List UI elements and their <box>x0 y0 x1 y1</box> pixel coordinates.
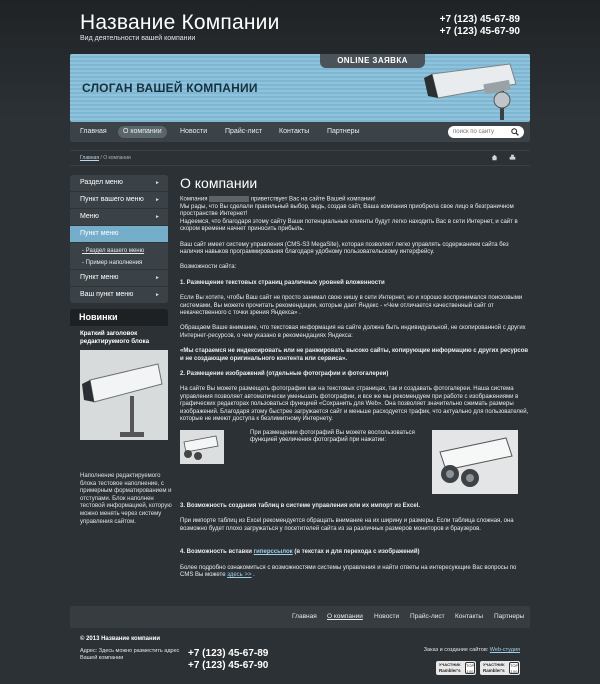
thumbnail-image[interactable] <box>180 430 224 464</box>
main-content-lower <box>180 503 530 579</box>
footer-phone-1: +7 (123) 45-67-89 <box>188 648 269 659</box>
footer-credit <box>424 647 520 653</box>
cms-paragraph: Ваш сайт имеет систему управления (CMS-S3 MegaSite), которая позволяет легко управлять содержанием сайта без наличия навыков программирования благодаря удобному пользовательскому интерфейсу. <box>180 241 509 256</box>
badge-line-1: УЧАСТНИК <box>439 662 461 667</box>
redacted-name <box>209 196 249 202</box>
intro-line-3: Надеемся, что благодаря этому сайту Ваши потенциальные клиенты будут легко находить Вас в сети Интернет, и сайт в скором времени начнет приносить прибыль. <box>180 218 518 233</box>
arrow-right-icon: ► <box>155 214 160 220</box>
online-request-button[interactable]: ONLINE ЗАЯВКА <box>320 54 425 68</box>
footer-nav <box>70 606 530 628</box>
security-camera-image <box>424 60 528 120</box>
sidebar-item[interactable] <box>70 192 168 209</box>
feature-heading-4-end: (в текстах и для перехода с изображений) <box>294 549 420 556</box>
print-icon[interactable] <box>509 154 516 161</box>
footer-nav-partners[interactable]: Партнеры <box>494 613 525 620</box>
footer-credit-text: Заказ и создание сайтов: <box>423 647 489 653</box>
sidebar-item-label: Пункт меню <box>80 230 119 237</box>
feature-heading-3: 3. Возможность создания таблиц в системе управления или их импорт из Excel. <box>180 503 420 509</box>
feature-paragraph-4: При импорте таблиц из Excel рекомендуется обращать внимание на их ширину и размеры. Если таблица сложная, она возможно будет плохо загружаться у посетителей сайта из за различных размеров мониторов и браузеров. <box>180 518 514 532</box>
header-phone-1: +7 (123) 45-67-89 <box>439 14 520 25</box>
company-name[interactable]: Название Компании <box>80 11 280 34</box>
hyperlinks-link[interactable]: гиперссылок <box>253 549 293 556</box>
rambler-top100-badge[interactable] <box>480 661 520 675</box>
sidebar-item-label: Пункт меню <box>80 274 119 281</box>
feature-heading-2: 2. Размещение изображений (отдельные фотографии и фотогалереи) <box>180 371 389 378</box>
footer-phone-2: +7 (123) 45-67-90 <box>188 660 269 671</box>
copyright: © 2013 Название компании <box>80 636 161 642</box>
breadcrumb-current: О компании <box>103 155 131 161</box>
nav-news[interactable]: Новости <box>180 128 208 135</box>
arrow-right-icon: ► <box>155 292 160 298</box>
feature-paragraph-1: Если Вы хотите, чтобы Ваш сайт не просто занимал свою нишу в сети Интернет, но и хорошо воспринимался поисковыми системами, Вы можете прочитать рекомендации, которые дает Яндекс - «Чем отличается качественный сайт от некачественного с точки зрения Яндекса» . <box>180 295 523 317</box>
intro-line-2: Мы рады, что Вы сделали правильный выбор, ведь, создав сайт, Ваша компания приобрела свое лицо в безграничном пространстве Интернет! <box>180 203 514 218</box>
rambler-top100-badge[interactable] <box>436 661 476 675</box>
main-nav <box>70 122 530 142</box>
feature-heading-1: 1. Размещение текстовых страниц различных уровней вложенности <box>180 279 385 286</box>
more-info-paragraph: Более подробно ознакомиться с возможностями системы управления и найти ответы на интересующие Вас вопросы по CMS Вы можете здесь >> . <box>180 564 517 579</box>
breadcrumb-home[interactable]: Главная <box>80 155 100 161</box>
features-intro: Возможности сайта: <box>180 264 237 271</box>
sidebar-item-label: Раздел меню <box>80 179 123 186</box>
badge-line-1: УЧАСТНИК <box>483 662 505 667</box>
header-phones <box>440 14 520 38</box>
sidebar-item-label: Пункт вашего меню <box>80 196 144 203</box>
badge-top-label: TOP 100 <box>466 663 475 674</box>
breadcrumb <box>80 155 131 161</box>
sidebar-item[interactable] <box>70 270 168 287</box>
footer-nav-about[interactable]: О компании <box>327 613 363 620</box>
intro-greeting: приветствует Вас на сайте Вашей компании! <box>250 196 376 203</box>
intro-company-word: Компания <box>180 196 208 203</box>
main-content <box>180 196 530 424</box>
footer-nav-news[interactable]: Новости <box>374 613 400 620</box>
intro-paragraph <box>180 196 530 234</box>
nav-price[interactable]: Прайс-лист <box>225 128 263 135</box>
nav-about[interactable]: О компании <box>118 126 167 138</box>
sidebar-item-label: Ваш пункт меню <box>80 291 134 298</box>
sidebar-item[interactable] <box>70 175 168 192</box>
company-slogan: СЛОГАН ВАШЕЙ КОМПАНИИ <box>82 81 258 95</box>
feature-paragraph-3: На сайте Вы можете размещать фотографии как на текстовых страницах, так и создавать фотогалереи. Наша система управления позволяет автоматически уменьшать фотографии, и все же мы рекомендуем при работе с изображениями в графических редакторах пользоваться функцией «Сохранить для Web». Она позволяет значительно сжимать размеры изображений. Благодаря этому быстрее загружается сайт и меньше расходуется трафик, что актуально для пользователей, которые не имеют доступа к безлимитному Интернету. <box>180 386 529 423</box>
sidebar-subitem[interactable]: - Раздел вашего меню <box>82 248 145 254</box>
breadcrumb-bar <box>70 150 530 166</box>
yandex-quote: «Мы стараемся не индексировать или не ранжировать высоко сайты, копирующие информацию с других ресурсов и не создающие оригинального контента или сервиса». <box>180 348 529 362</box>
news-text: Наполнение редактируемого блока тестовое наполнение, с примерным форматированием и отступами. Блок наполнен тестовой информацией, которую можно менять через систему управления сайтом. <box>80 473 172 525</box>
enlarged-image[interactable] <box>432 430 518 494</box>
feature-heading-4 <box>180 549 530 556</box>
feature-paragraph-2: Обращаем Ваше внимание, что текстовая информация на сайте должна быть индивидуальной, не скопированной с других Интернет-ресурсов, о чем указано в рекомендациях Яндекса: <box>180 325 526 339</box>
sidebar-item[interactable] <box>70 287 168 303</box>
footer-address <box>80 648 179 661</box>
badge-line-2: Rambler's <box>439 668 461 673</box>
sidebar-subitem[interactable]: - Пример наполнения <box>70 257 168 270</box>
nav-partners[interactable]: Партнеры <box>327 128 360 135</box>
arrow-right-icon: ► <box>155 197 160 203</box>
footer-nav-home[interactable]: Главная <box>292 613 317 620</box>
nav-home[interactable]: Главная <box>80 128 107 135</box>
sidebar-menu <box>70 175 168 303</box>
badge-line-2: Rambler's <box>483 668 505 673</box>
company-tagline: Вид деятельности вашей компании <box>80 35 196 42</box>
search-box <box>448 126 524 138</box>
footer-credit-link[interactable]: Web-студия <box>489 647 520 653</box>
more-info-link[interactable]: здесь >> <box>227 572 252 579</box>
photo-caption: При размещении фотографий Вы можете воспользоваться функцией увеличения фотографий при нажатии: <box>250 430 415 444</box>
more-info-text: Более подробно ознакомиться с возможностями системы управления и найти ответы на интересующие Вас вопросы по CMS Вы можете <box>180 564 517 579</box>
breadcrumb-separator: / <box>100 155 102 161</box>
search-input[interactable] <box>453 126 508 138</box>
arrow-right-icon: ► <box>155 275 160 281</box>
home-icon[interactable] <box>491 154 498 161</box>
news-headline[interactable]: Краткий заголовок редактируемого блока <box>80 330 150 345</box>
sidebar-item-label: Меню <box>80 213 99 220</box>
page-title: О компании <box>180 175 258 191</box>
search-icon[interactable] <box>511 128 519 136</box>
header-phone-2: +7 (123) 45-67-90 <box>439 26 520 37</box>
hero-banner <box>70 54 530 122</box>
nav-contacts[interactable]: Контакты <box>279 128 310 135</box>
feature-heading-4-start: 4. Возможность вставки <box>180 549 252 556</box>
sidebar-item-active[interactable] <box>70 226 168 243</box>
sidebar-item[interactable] <box>70 209 168 226</box>
news-title: Новинки <box>70 309 168 326</box>
footer-address-line-1: Адрес: Здесь можно разместить адрес <box>80 648 180 654</box>
footer-address-line-2: Вашей компании <box>80 654 124 661</box>
footer-nav-contacts[interactable]: Контакты <box>455 613 484 620</box>
news-camera-image[interactable] <box>80 350 168 440</box>
badge-top-label: TOP 100 <box>510 663 519 674</box>
arrow-right-icon: ► <box>155 180 160 186</box>
footer-nav-price[interactable]: Прайс-лист <box>410 613 445 620</box>
footer-phones <box>188 648 268 672</box>
